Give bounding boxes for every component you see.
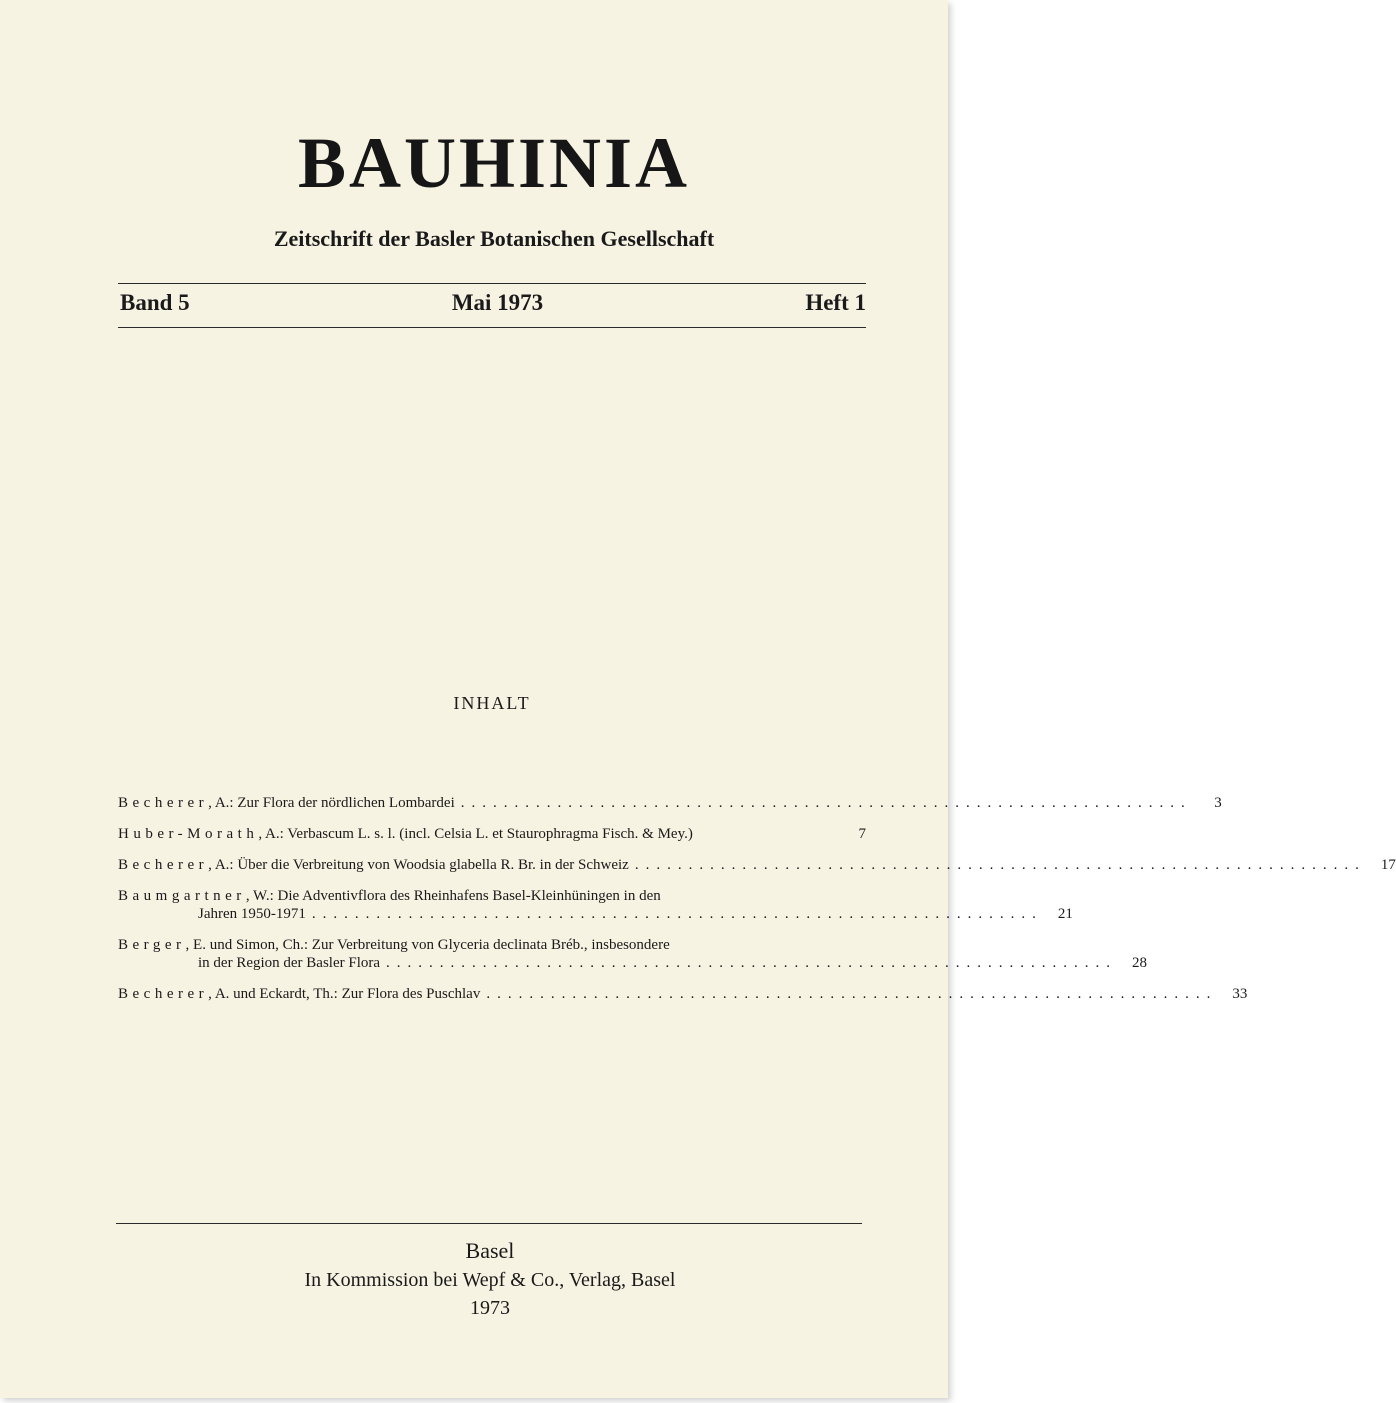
- contents-heading: INHALT: [453, 693, 531, 713]
- toc-entry: [118, 985, 1248, 1003]
- toc-entry: [118, 856, 1396, 874]
- toc-title-continuation: in der Region der Basler Flora: [198, 955, 381, 971]
- toc-leader-dots: ....................................................................: [311, 906, 1043, 922]
- toc-page-number: 17: [1380, 857, 1396, 873]
- toc-leader-dots: ....................................................................: [460, 795, 1192, 811]
- issue-volume: Band 5: [120, 290, 190, 315]
- toc-author: Baumgartner: [118, 888, 246, 904]
- issue-number: Heft 1: [805, 290, 866, 315]
- toc-entry: [118, 887, 1073, 923]
- toc-leader-dots: ....................................................................: [486, 986, 1218, 1002]
- issue-date: Mai 1973: [451, 290, 544, 315]
- toc-author: Becherer: [118, 795, 209, 811]
- journal-title: BAUHINIA: [297, 123, 691, 203]
- toc-author: Becherer: [118, 986, 209, 1002]
- toc-author: Huber-Morath: [118, 826, 259, 842]
- toc-page-number: 3: [1214, 795, 1222, 811]
- toc-title: , W.: Die Adventivflora des Rheinhafens Basel-Kleinhüningen in den: [245, 888, 661, 904]
- toc-page-number: 21: [1057, 906, 1073, 922]
- toc-title: , A. und Eckardt, Th.: Zur Flora des Puschlav: [208, 986, 481, 1002]
- table-of-contents: [118, 794, 1396, 1016]
- journal-subtitle: Zeitschrift der Basler Botanischen Gesellschaft: [273, 226, 715, 251]
- footer-rule: [116, 1223, 862, 1224]
- toc-title-continuation: Jahren 1950-1971: [198, 906, 306, 922]
- imprint-year: 1973: [470, 1297, 510, 1319]
- toc-title: , E. und Simon, Ch.: Zur Verbreitung von Glyceria declinata Bréb., insbesondere: [185, 937, 670, 953]
- toc-page-number: 7: [858, 826, 866, 842]
- toc-title: , A.: Zur Flora der nördlichen Lombardei: [208, 795, 455, 811]
- toc-title: , A.: Verbascum L. s. l. (incl. Celsia L. et Staurophragma Fisch. & Mey.): [258, 826, 693, 842]
- toc-author: Berger: [118, 937, 186, 953]
- toc-leader-dots: ....................................................................: [634, 857, 1366, 873]
- toc-leader-dots: ....................................................................: [386, 955, 1118, 971]
- toc-entry: [118, 825, 866, 843]
- toc-entry: [118, 936, 1148, 972]
- toc-author: Becherer: [118, 857, 209, 873]
- toc-title: , A.: Über die Verbreitung von Woodsia glabella R. Br. in der Schweiz: [208, 857, 629, 873]
- toc-entry: [118, 794, 1222, 812]
- header-rule-top: [118, 283, 866, 284]
- issue-info: [120, 290, 866, 316]
- imprint-publisher: In Kommission bei Wepf & Co., Verlag, Basel: [304, 1269, 676, 1291]
- toc-page-number: 33: [1232, 986, 1248, 1002]
- header-rule-bottom: [118, 327, 866, 328]
- imprint-city: Basel: [465, 1238, 515, 1263]
- toc-page-number: 28: [1132, 955, 1148, 971]
